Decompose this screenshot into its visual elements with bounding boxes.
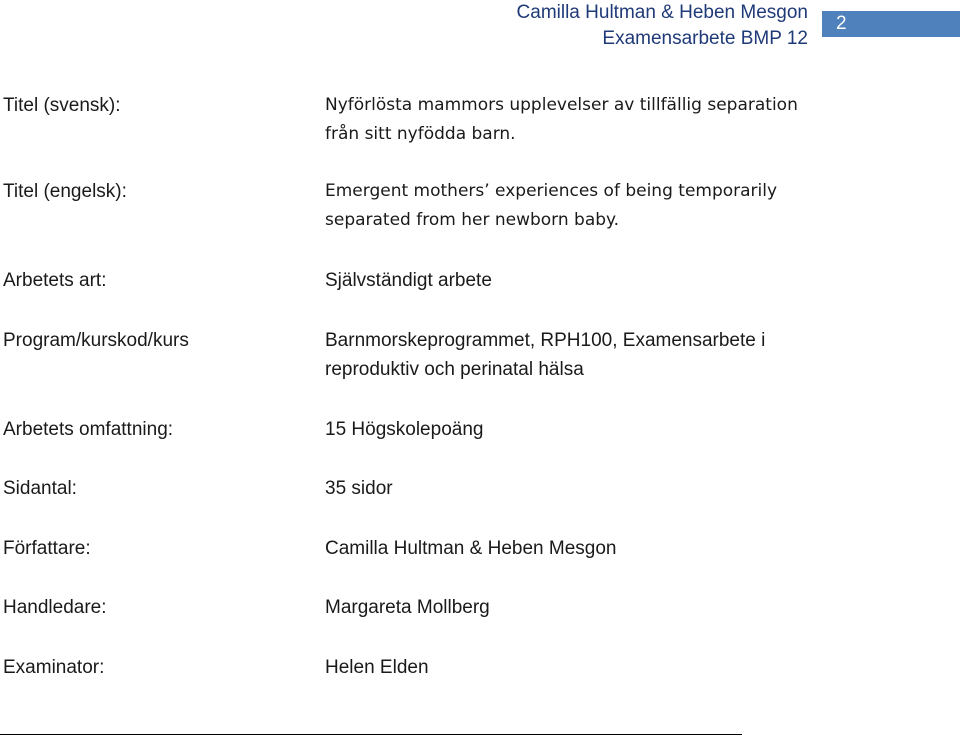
field-value bbox=[325, 415, 825, 444]
field-value bbox=[325, 326, 825, 384]
value-line: Camilla Hultman & Heben Mesgon bbox=[325, 538, 617, 559]
footer-rule bbox=[0, 734, 742, 735]
field-label: Program/kurskod/kurs bbox=[3, 330, 189, 351]
value-line: 35 sidor bbox=[325, 478, 393, 499]
field-label: Arbetets art: bbox=[3, 270, 107, 291]
field-label: Författare: bbox=[3, 538, 91, 559]
field-label: Arbetets omfattning: bbox=[3, 419, 174, 440]
page-number-box bbox=[822, 11, 960, 37]
value-line: Margareta Mollberg bbox=[325, 597, 490, 618]
page-number: 2 bbox=[836, 13, 847, 34]
field-value bbox=[325, 474, 825, 503]
header-text-block bbox=[517, 0, 808, 52]
field-value bbox=[325, 593, 825, 622]
header-authors: Camilla Hultman & Heben Mesgon bbox=[516, 2, 808, 23]
value-line: 15 Högskolepoäng bbox=[325, 419, 484, 440]
field-value bbox=[325, 91, 825, 149]
value-line: Helen Elden bbox=[325, 657, 429, 678]
field-label: Examinator: bbox=[3, 657, 105, 678]
value-line: Nyförlösta mammors upplevelser av tillfällig separation bbox=[325, 95, 798, 115]
field-label: Titel (svensk): bbox=[3, 95, 121, 116]
field-value bbox=[325, 266, 825, 295]
value-line: Emergent mothers’ experiences of being temporarily bbox=[325, 181, 778, 201]
page-header bbox=[0, 0, 960, 56]
field-label: Handledare: bbox=[3, 597, 107, 618]
field-label: Titel (engelsk): bbox=[3, 181, 127, 202]
value-line: från sitt nyfödda barn. bbox=[325, 124, 516, 144]
field-label: Sidantal: bbox=[3, 478, 77, 499]
field-value bbox=[325, 177, 825, 235]
value-line: reproduktiv och perinatal hälsa bbox=[325, 359, 584, 380]
value-line: separated from her newborn baby. bbox=[325, 210, 620, 230]
header-subtitle: Examensarbete BMP 12 bbox=[602, 28, 808, 49]
value-line: Självständigt arbete bbox=[325, 270, 492, 291]
field-value bbox=[325, 534, 825, 563]
value-line: Barnmorskeprogrammet, RPH100, Examensarbete i bbox=[325, 330, 766, 351]
field-value bbox=[325, 653, 825, 682]
